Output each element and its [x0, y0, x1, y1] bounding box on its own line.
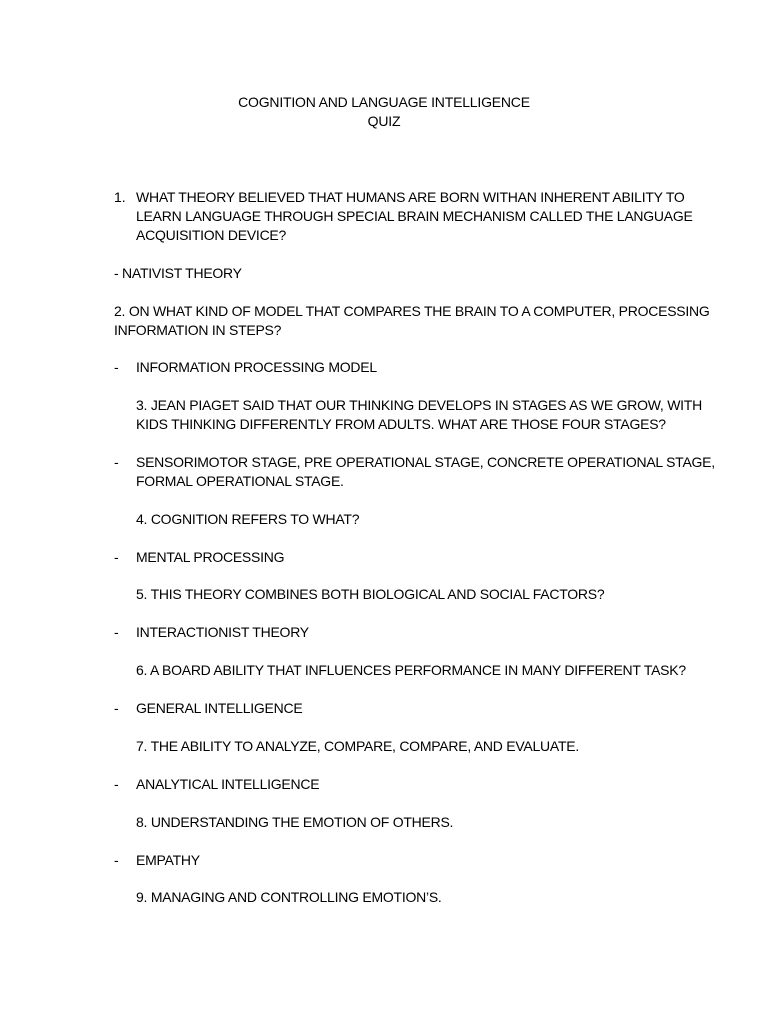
- question-2-line-1: 2. ON WHAT KIND OF MODEL THAT COMPARES THE BRAIN TO A COMPUTER, PROCESSING: [114, 303, 710, 319]
- question-9: 9. MANAGING AND CONTROLLING EMOTION’S.: [136, 889, 442, 905]
- question-1-line-1: WHAT THEORY BELIEVED THAT HUMANS ARE BORN WITHAN INHERENT ABILITY TO: [136, 189, 685, 205]
- answer-8-dash: -: [114, 852, 119, 868]
- document-title: COGNITION AND LANGUAGE INTELLIGENCE: [238, 94, 530, 110]
- question-1-line-3: ACQUISITION DEVICE?: [136, 227, 287, 243]
- question-3-line-1: 3. JEAN PIAGET SAID THAT OUR THINKING DEVELOPS IN STAGES AS WE GROW, WITH: [136, 397, 702, 413]
- answer-6-dash: -: [114, 700, 119, 716]
- answer-6: GENERAL INTELLIGENCE: [136, 700, 303, 716]
- answer-2: INFORMATION PROCESSING MODEL: [136, 359, 377, 375]
- question-3-line-2: KIDS THINKING DIFFERENTLY FROM ADULTS. WHAT ARE THOSE FOUR STAGES?: [136, 416, 666, 432]
- question-1-number: 1.: [114, 189, 126, 205]
- answer-7-dash: -: [114, 776, 119, 792]
- question-6: 6. A BOARD ABILITY THAT INFLUENCES PERFORMANCE IN MANY DIFFERENT TASK?: [136, 662, 686, 678]
- question-5: 5. THIS THEORY COMBINES BOTH BIOLOGICAL AND SOCIAL FACTORS?: [136, 586, 605, 602]
- answer-4: MENTAL PROCESSING: [136, 549, 285, 565]
- answer-3-line-1: SENSORIMOTOR STAGE, PRE OPERATIONAL STAGE, CONCRETE OPERATIONAL STAGE,: [136, 454, 715, 470]
- question-8: 8. UNDERSTANDING THE EMOTION OF OTHERS.: [136, 814, 454, 830]
- answer-5-dash: -: [114, 624, 119, 640]
- answer-3-line-2: FORMAL OPERATIONAL STAGE.: [136, 473, 344, 489]
- question-4: 4. COGNITION REFERS TO WHAT?: [136, 511, 360, 527]
- answer-2-dash: -: [114, 359, 119, 375]
- answer-7: ANALYTICAL INTELLIGENCE: [136, 776, 320, 792]
- answer-4-dash: -: [114, 549, 119, 565]
- question-1-line-2: LEARN LANGUAGE THROUGH SPECIAL BRAIN MECHANISM CALLED THE LANGUAGE: [136, 208, 693, 224]
- answer-8: EMPATHY: [136, 852, 200, 868]
- answer-5: INTERACTIONIST THEORY: [136, 624, 309, 640]
- answer-3-dash: -: [114, 454, 119, 470]
- question-7: 7. THE ABILITY TO ANALYZE, COMPARE, COMPARE, AND EVALUATE.: [136, 738, 579, 754]
- document-subtitle: QUIZ: [367, 113, 401, 129]
- question-2-line-2: INFORMATION IN STEPS?: [114, 322, 282, 338]
- answer-1: - NATIVIST THEORY: [114, 265, 242, 281]
